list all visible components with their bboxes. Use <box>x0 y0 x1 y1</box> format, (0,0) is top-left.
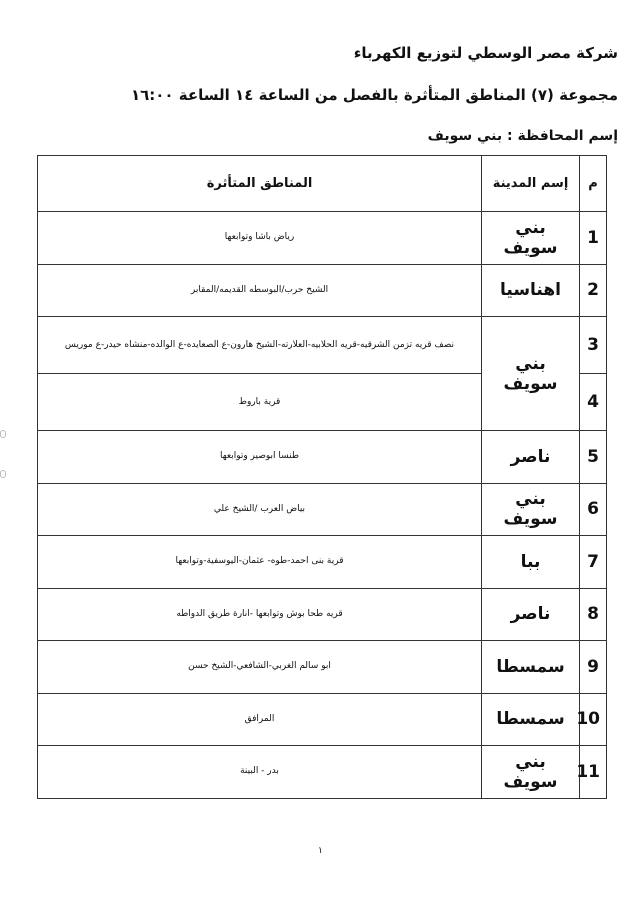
table-row <box>38 264 607 317</box>
row-city: بني سويف <box>482 746 580 799</box>
table-row <box>38 536 607 589</box>
row-areas: طنسا ابوصير وتوابعها <box>38 431 482 484</box>
row-number: 1 <box>580 212 607 265</box>
row-areas: نصف قريه تزمن الشرقيه-قريه الحلابيه-العلارته-الشيخ هارون-ع الصعايده-ع الوالده-منشاه حيدر-ع موريس <box>38 317 482 374</box>
row-number: 2 <box>580 264 607 317</box>
row-city: ببا <box>482 536 580 589</box>
row-number: 7 <box>580 536 607 589</box>
row-areas: بدر - البينة <box>38 746 482 799</box>
row-areas: الشيخ حرب/البوسطه القديمه/المقابر <box>38 264 482 317</box>
row-city: بني سويف <box>482 212 580 265</box>
row-number: 10 <box>580 693 607 746</box>
header-num: م <box>580 156 607 212</box>
row-areas: قرية باروط <box>38 374 482 431</box>
table-row <box>38 588 607 641</box>
group-title: مجموعة (٧) المناطق المتأثرة بالفصل من الساعة ١٤ الساعة ١٦:٠٠ <box>130 86 618 104</box>
row-city: بني سويف <box>482 317 580 431</box>
row-number: 11 <box>580 746 607 799</box>
row-number: 4 <box>580 374 607 431</box>
header-areas: المناطق المتأثرة <box>38 156 482 212</box>
table-row <box>38 746 607 799</box>
table-header-row <box>38 156 607 212</box>
binder-hole-mark <box>0 470 6 478</box>
table-row <box>38 641 607 694</box>
row-city: ناصر <box>482 588 580 641</box>
row-city: سمسطا <box>482 641 580 694</box>
row-number: 5 <box>580 431 607 484</box>
row-areas: رياض باشا وتوابعها <box>38 212 482 265</box>
row-city: اهناسيا <box>482 264 580 317</box>
row-number: 6 <box>580 483 607 536</box>
row-number: 9 <box>580 641 607 694</box>
company-name: شركة مصر الوسطي لتوزيع الكهرباء <box>353 44 618 62</box>
row-areas: ابو سالم الغربي-الشافعي-الشيخ حسن <box>38 641 482 694</box>
table-row <box>38 483 607 536</box>
row-number: 8 <box>580 588 607 641</box>
row-areas: قريه طحا بوش وتوابعها -انارة طريق الدواطه <box>38 588 482 641</box>
row-areas: المرافق <box>38 693 482 746</box>
row-number: 3 <box>580 317 607 374</box>
table-row <box>38 212 607 265</box>
page-number: ١ <box>318 846 323 856</box>
row-areas: بياض العرب /الشيخ علي <box>38 483 482 536</box>
row-areas: قرية بنى احمد-طوه- عثمان-اليوسفية-وتوابعها <box>38 536 482 589</box>
governorate-label: إسم المحافظة : بني سويف <box>427 128 618 144</box>
table-row <box>38 317 607 374</box>
table-row <box>38 431 607 484</box>
table-row <box>38 693 607 746</box>
binder-hole-mark <box>0 430 6 438</box>
row-city: سمسطا <box>482 693 580 746</box>
header-city: إسم المدينة <box>482 156 580 212</box>
row-city: بني سويف <box>482 483 580 536</box>
affected-areas-table <box>37 155 607 799</box>
row-city: ناصر <box>482 431 580 484</box>
